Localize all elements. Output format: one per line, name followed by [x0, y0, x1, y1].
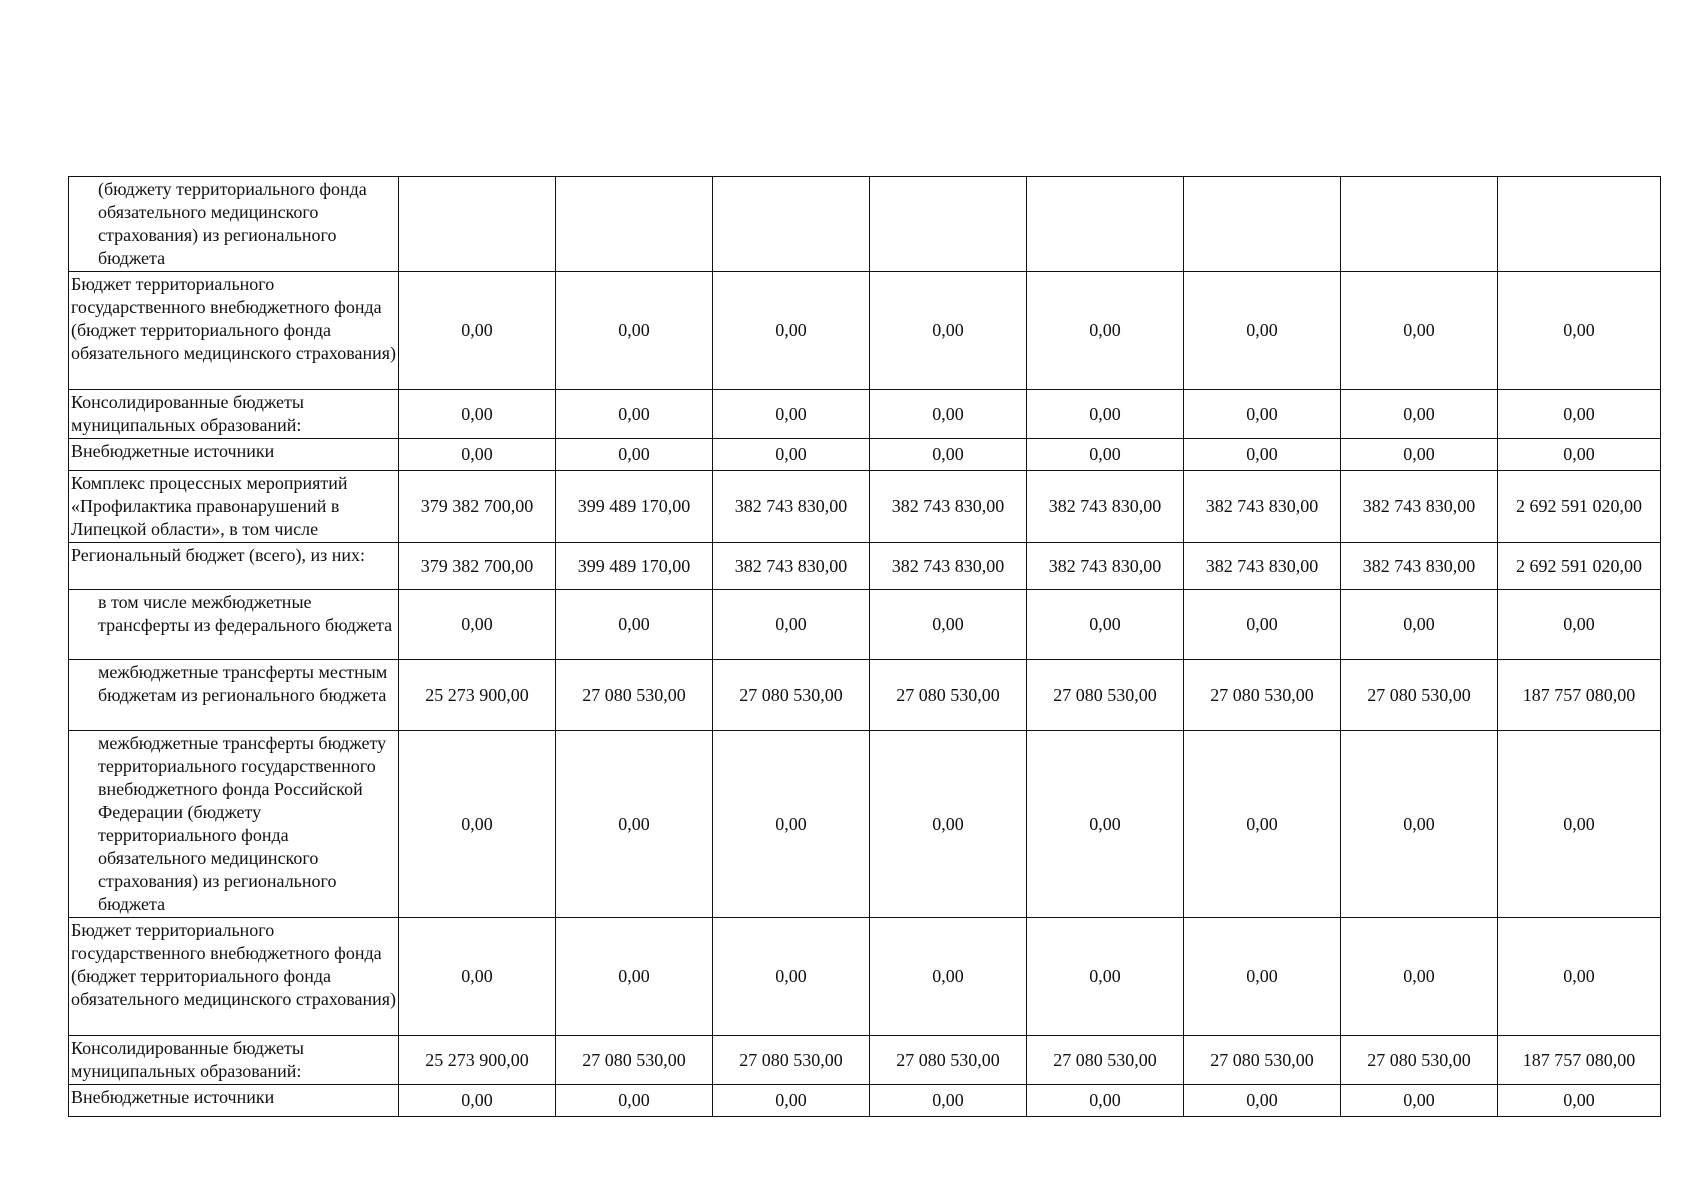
value-cell: 27 080 530,00 — [870, 1036, 1027, 1085]
total-cell: 0,00 — [1498, 439, 1661, 471]
total-cell: 0,00 — [1498, 918, 1661, 1036]
budget-table — [68, 176, 1661, 1117]
value-cell: 0,00 — [870, 731, 1027, 918]
row-label: (бюджету территориального фонда обязательного медицинского страхования) из регионального бюджета — [69, 177, 399, 272]
row-label: Комплекс процессных мероприятий «Профилактика правонарушений в Липецкой области», в том числе — [69, 471, 399, 543]
value-cell: 0,00 — [713, 590, 870, 660]
value-cell: 27 080 530,00 — [713, 1036, 870, 1085]
row-label: межбюджетные трансферты бюджету территориального государственного внебюджетного фонда Российской Федерации (бюджету территориального фонда обязательного медицинского страхования) из регионального бюджета — [69, 731, 399, 918]
value-cell — [399, 177, 556, 272]
value-cell: 27 080 530,00 — [713, 660, 870, 731]
value-cell: 27 080 530,00 — [1027, 660, 1184, 731]
value-cell: 0,00 — [870, 590, 1027, 660]
value-cell: 27 080 530,00 — [1184, 1036, 1341, 1085]
value-cell: 0,00 — [713, 390, 870, 439]
total-cell: 0,00 — [1498, 731, 1661, 918]
value-cell: 0,00 — [1184, 590, 1341, 660]
value-cell: 0,00 — [1184, 272, 1341, 390]
value-cell: 0,00 — [1027, 272, 1184, 390]
total-cell: 0,00 — [1498, 590, 1661, 660]
value-cell: 382 743 830,00 — [1341, 543, 1498, 590]
value-cell: 0,00 — [870, 439, 1027, 471]
value-cell: 27 080 530,00 — [556, 1036, 713, 1085]
value-cell: 0,00 — [870, 390, 1027, 439]
value-cell: 27 080 530,00 — [1341, 660, 1498, 731]
table-row — [69, 390, 1661, 439]
value-cell: 0,00 — [556, 590, 713, 660]
value-cell: 382 743 830,00 — [1027, 471, 1184, 543]
value-cell — [870, 177, 1027, 272]
table-row — [69, 731, 1661, 918]
total-cell: 0,00 — [1498, 390, 1661, 439]
value-cell: 0,00 — [399, 272, 556, 390]
row-label: Бюджет территориального государственного внебюджетного фонда (бюджет территориального фонда обязательного медицинского страхования) — [69, 272, 399, 390]
value-cell: 0,00 — [1341, 390, 1498, 439]
value-cell — [1184, 177, 1341, 272]
value-cell: 0,00 — [713, 1085, 870, 1117]
value-cell: 399 489 170,00 — [556, 471, 713, 543]
value-cell: 382 743 830,00 — [1027, 543, 1184, 590]
value-cell: 0,00 — [1341, 439, 1498, 471]
value-cell: 0,00 — [556, 918, 713, 1036]
value-cell — [713, 177, 870, 272]
value-cell: 27 080 530,00 — [870, 660, 1027, 731]
value-cell: 382 743 830,00 — [1341, 471, 1498, 543]
table-row — [69, 177, 1661, 272]
value-cell: 382 743 830,00 — [713, 471, 870, 543]
table-row — [69, 272, 1661, 390]
value-cell: 27 080 530,00 — [1184, 660, 1341, 731]
total-cell: 187 757 080,00 — [1498, 1036, 1661, 1085]
budget-table-body — [69, 177, 1661, 1117]
total-cell: 0,00 — [1498, 272, 1661, 390]
value-cell: 0,00 — [1184, 390, 1341, 439]
value-cell: 0,00 — [870, 918, 1027, 1036]
row-label: Бюджет территориального государственного внебюджетного фонда (бюджет территориального фонда обязательного медицинского страхования) — [69, 918, 399, 1036]
value-cell: 0,00 — [1027, 731, 1184, 918]
table-row — [69, 590, 1661, 660]
value-cell: 0,00 — [1027, 918, 1184, 1036]
value-cell: 382 743 830,00 — [870, 543, 1027, 590]
value-cell: 0,00 — [713, 439, 870, 471]
value-cell: 0,00 — [1027, 390, 1184, 439]
value-cell: 27 080 530,00 — [1027, 1036, 1184, 1085]
value-cell: 0,00 — [399, 918, 556, 1036]
value-cell: 0,00 — [1341, 1085, 1498, 1117]
value-cell: 0,00 — [1027, 590, 1184, 660]
value-cell: 0,00 — [399, 390, 556, 439]
value-cell — [556, 177, 713, 272]
value-cell: 0,00 — [713, 731, 870, 918]
total-cell: 2 692 591 020,00 — [1498, 471, 1661, 543]
value-cell: 0,00 — [399, 1085, 556, 1117]
value-cell: 0,00 — [1341, 731, 1498, 918]
total-cell: 187 757 080,00 — [1498, 660, 1661, 731]
value-cell: 0,00 — [1027, 439, 1184, 471]
value-cell: 0,00 — [556, 731, 713, 918]
table-row — [69, 439, 1661, 471]
value-cell: 0,00 — [399, 731, 556, 918]
row-label: в том числе межбюджетные трансферты из федерального бюджета — [69, 590, 399, 660]
total-cell: 0,00 — [1498, 1085, 1661, 1117]
value-cell: 0,00 — [713, 272, 870, 390]
value-cell: 382 743 830,00 — [1184, 543, 1341, 590]
table-row — [69, 543, 1661, 590]
total-cell — [1498, 177, 1661, 272]
row-label: Внебюджетные источники — [69, 1085, 399, 1117]
value-cell: 0,00 — [870, 1085, 1027, 1117]
row-label: Региональный бюджет (всего), из них: — [69, 543, 399, 590]
value-cell: 0,00 — [556, 390, 713, 439]
row-label: межбюджетные трансферты местным бюджетам из регионального бюджета — [69, 660, 399, 731]
value-cell: 0,00 — [870, 272, 1027, 390]
value-cell: 0,00 — [713, 918, 870, 1036]
value-cell — [1341, 177, 1498, 272]
table-row — [69, 471, 1661, 543]
value-cell: 382 743 830,00 — [1184, 471, 1341, 543]
value-cell: 382 743 830,00 — [713, 543, 870, 590]
value-cell: 0,00 — [1184, 731, 1341, 918]
table-row — [69, 918, 1661, 1036]
value-cell: 27 080 530,00 — [1341, 1036, 1498, 1085]
value-cell: 0,00 — [556, 439, 713, 471]
table-row — [69, 660, 1661, 731]
value-cell: 0,00 — [1341, 590, 1498, 660]
value-cell: 0,00 — [1027, 1085, 1184, 1117]
value-cell: 379 382 700,00 — [399, 543, 556, 590]
value-cell: 399 489 170,00 — [556, 543, 713, 590]
table-row — [69, 1085, 1661, 1117]
row-label: Консолидированные бюджеты муниципальных образований: — [69, 390, 399, 439]
value-cell: 0,00 — [556, 272, 713, 390]
value-cell: 0,00 — [1184, 918, 1341, 1036]
row-label: Консолидированные бюджеты муниципальных образований: — [69, 1036, 399, 1085]
value-cell: 25 273 900,00 — [399, 660, 556, 731]
value-cell: 0,00 — [399, 590, 556, 660]
total-cell: 2 692 591 020,00 — [1498, 543, 1661, 590]
value-cell: 0,00 — [399, 439, 556, 471]
value-cell: 27 080 530,00 — [556, 660, 713, 731]
value-cell: 0,00 — [1341, 272, 1498, 390]
value-cell: 0,00 — [1341, 918, 1498, 1036]
value-cell: 379 382 700,00 — [399, 471, 556, 543]
value-cell: 25 273 900,00 — [399, 1036, 556, 1085]
value-cell: 0,00 — [556, 1085, 713, 1117]
value-cell — [1027, 177, 1184, 272]
row-label: Внебюджетные источники — [69, 439, 399, 471]
value-cell: 0,00 — [1184, 439, 1341, 471]
value-cell: 0,00 — [1184, 1085, 1341, 1117]
value-cell: 382 743 830,00 — [870, 471, 1027, 543]
table-row — [69, 1036, 1661, 1085]
